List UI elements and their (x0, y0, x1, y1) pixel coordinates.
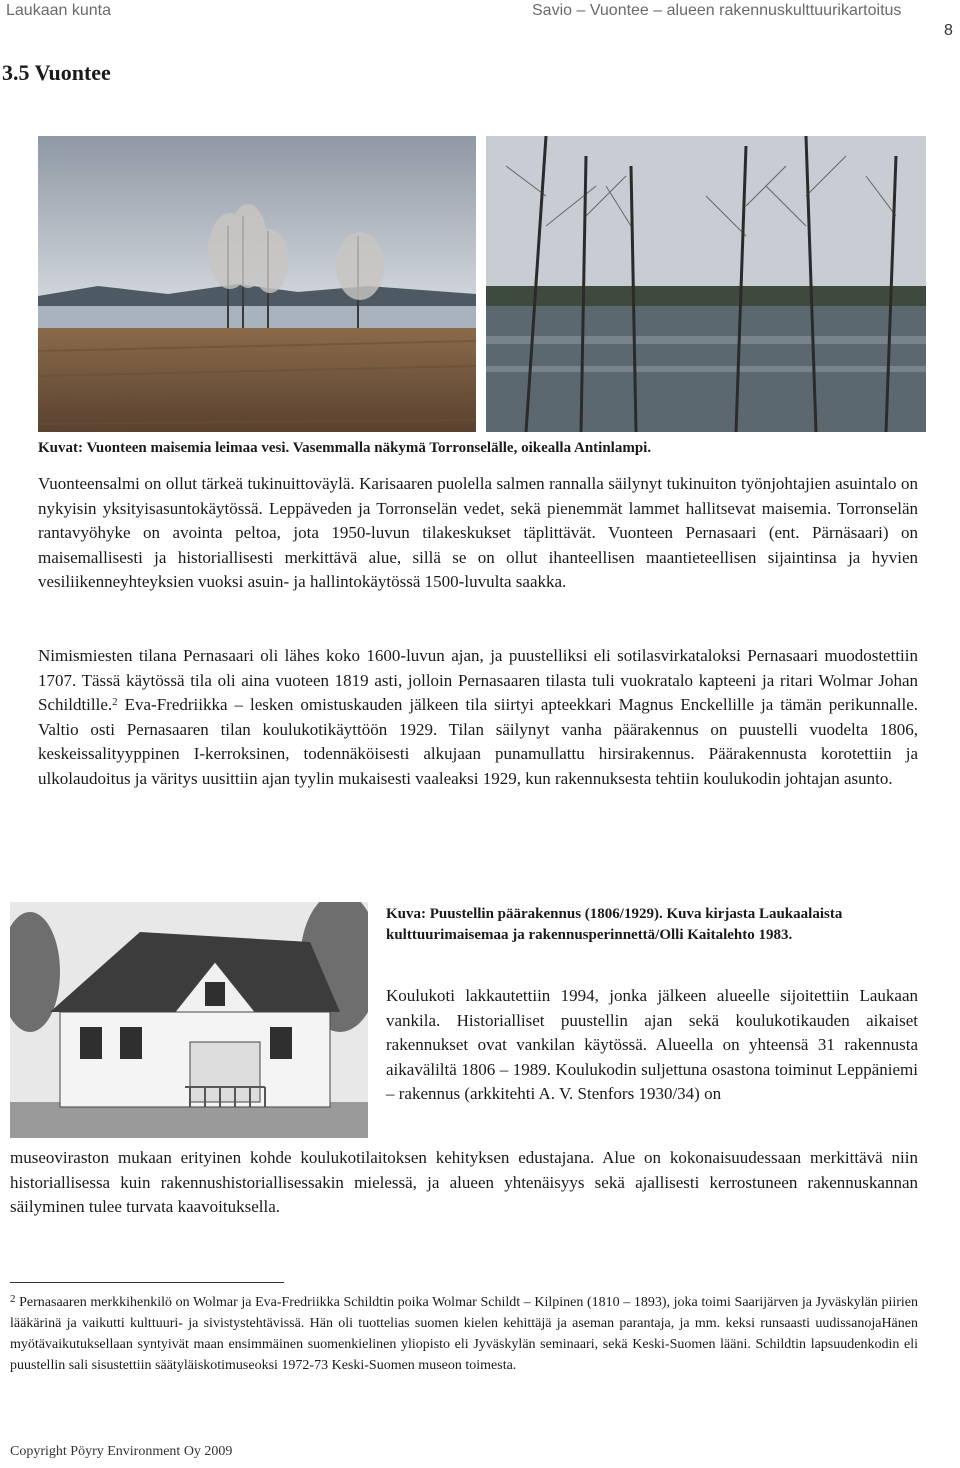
footnote (10, 1292, 918, 1376)
landscape-photo-antinlampi (486, 136, 926, 432)
photo-caption: Kuvat: Vuonteen maisemia leimaa vesi. Vasemmalla näkymä Torronselälle, oikealla Antinlampi. (38, 440, 652, 456)
section-title: 3.5 Vuontee (2, 60, 111, 85)
footnote-divider (10, 1282, 284, 1283)
paragraph-nimismiesten-tila (38, 644, 918, 791)
paragraph-part-b: Eva-Fredriikka – lesken omistuskauden jälkeen tila siirtyi apteekkari Magnus Enckellille ja tämän perikunnalle. Valtio osti Pernasaaren tilan koulukotikäyttöön 1929. Tilan säilynyt vanha päärakennus on puustelli vuodelta 1806, keskeissalityyppinen I-kerroksinen, todennäköisesti alkujaan punamullattu hirsirakennus. Päärakennusta korotettiin ja ulkolaudoitus ja väritys uusittiin ajan tyylin mukaisesti vaaleaksi 1929, kun rakennuksesta tehtiin koulukodin johtajan asunto. (38, 695, 918, 788)
footnote-number: 2 (10, 1293, 16, 1305)
page-number: 8 (944, 22, 953, 39)
paragraph-koulukoti-upper: Koulukoti lakkautettiin 1994, jonka jälkeen alueelle sijoitettiin Laukaan vankila. Historialliset puustellin ajan sekä koulukotikauden aikaiset rakennukset ovat vankilan käytössä. Alueella on yhteensä 31 rakennusta aikaväliltä 1806 – 1989. Koulukodin suljettuna osastona toiminut Leppäniemi – rakennus (arkkitehti A. V. Stenfors 1930/34) on (386, 986, 918, 1103)
paragraph-part-a: Nimismiesten tilana Pernasaari oli lähes koko 1600-luvun ajan, ja puustelliksi eli sotilasvirkataloksi Pernasaari muodostettiin 1707. Tässä käytössä tila oli aina vuoteen 1819 asti, jolloin Pernasaaren tilasta tuli vuokratalo kapteeni ja ritari Wolmar Johan Schildtille. (38, 646, 918, 714)
header-right: Savio – Vuontee – alueen rakennuskulttuurikartoitus (532, 2, 902, 19)
footnote-ref: 2 (112, 696, 118, 708)
house-caption: Kuva: Puustellin päärakennus (1806/1929). Kuva kirjasta Laukaalaista kulttuurimaisemaa ja rakennusperinnettä/Olli Kaitalehto 1983. (386, 906, 843, 943)
header-left: Laukaan kunta (6, 2, 111, 19)
paragraph-koulukoti-lower: museoviraston mukaan erityinen kohde koulukotilaitoksen kehityksen edustajana. Alue on kokonaisuudessaan merkittävä niin historiallisessa kuin rakennushistoriallisessakin mielessä, ja alueen yhtenäisyys sekä ajallisesti kerrostuneen rakennuskannan säilyminen tulee turvata kaavoituksella. (10, 1148, 918, 1216)
footnote-text: Pernasaaren merkkihenkilö on Wolmar ja Eva-Fredriikka Schildtin poika Wolmar Schildt – Kilpinen (1810 – 1893), joka toimi Saarijärven ja Jyväskylän piirien lääkärinä ja vaikutti kulttuuri- ja sivistystehtävissä. Hän oli tuottelias suomen kielen kehittäjä ja aseman parantaja, ja mm. keksi runsaasti uudissanojaHänen myötävaikutuksellaan syntyivät maan ensimmäinen suomenkielinen yliopisto eli Jyväskylän seminaari, sekä Keski-Suomen lääni. Schildtin lapsuudenkodin eli puustellin sali sisustettiin säätyläiskotimuseoksi 1972-73 Keski-Suomen museon toimesta. (10, 1295, 918, 1373)
house-photo-puustelli (10, 902, 368, 1138)
copyright: Copyright Pöyry Environment Oy 2009 (10, 1444, 233, 1459)
paragraph-vuonteensalmi: Vuonteensalmi on ollut tärkeä tukinuittoväylä. Karisaaren puolella salmen rannalla säilynyt tukinuiton työnjohtajien asuintalo on nykyisin yksityisasuntokäytössä. Leppäveden ja Torronselän vedet, sekä pienemmät lammet hallitsevat maisemia. Torronselän rantavyöhyke on avointa peltoa, jota 1950-luvun tilakeskukset täplittävät. Vuonteen Pernasaari (ent. Pärnäsaari) on maisemallisesti ja historiallisesti merkittävä alue, sillä se on ollut ihanteellisen maantieteellisen sijaintinsa ja hyvien vesiliikenneyhteyksien vuoksi asuin- ja hallintokäytössä 1500-luvulta saakka. (38, 474, 918, 591)
landscape-photo-torronselka (38, 136, 476, 432)
